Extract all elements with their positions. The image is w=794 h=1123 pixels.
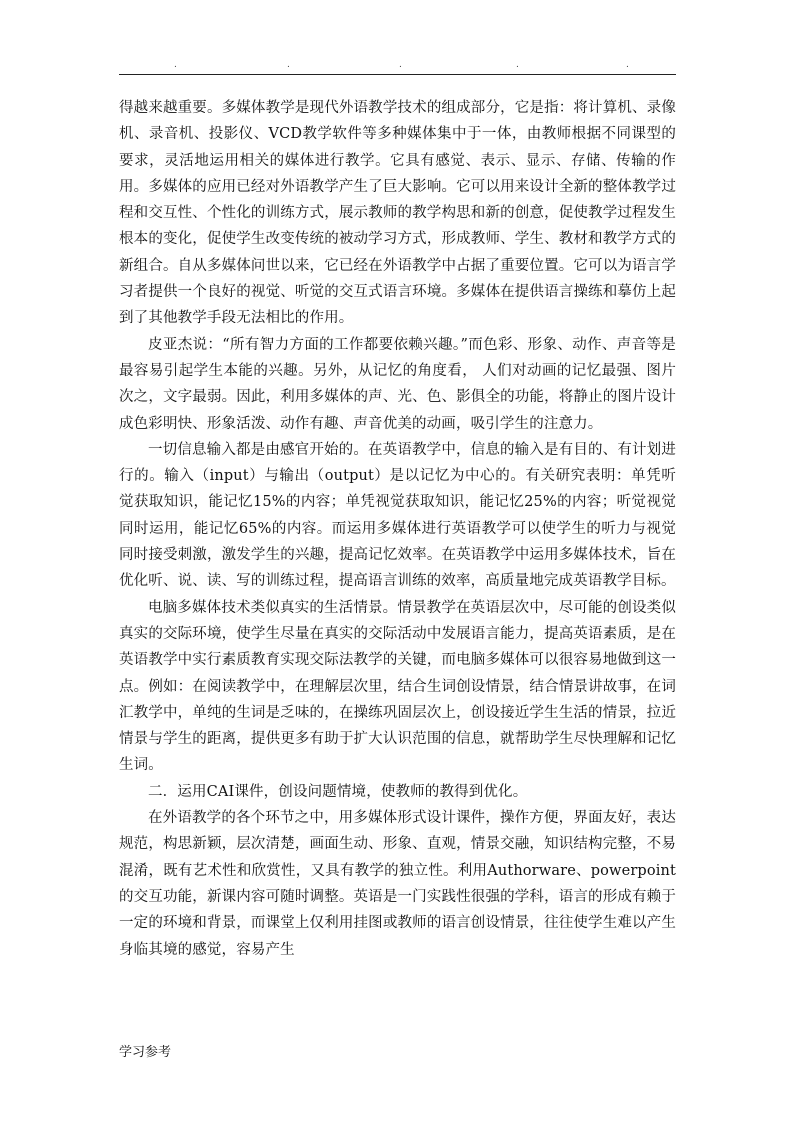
paragraph-1: 得越来越重要。多媒体教学是现代外语教学技术的组成部分，它是指：将计算机、录像机、录音机、投影仪、VCD教学软件等多种媒体集中于一体，由教师根据不同课型的要求，灵活地运用相关的媒体进行教学。它具有感觉、表示、显示、存储、传输的作用。多媒体的应用已经对外语教学产生了巨大影响。它可以用来设计全新的整体教学过程和交互性、个性化的训练方式，展示教师的教学构思和新的创意，促使教学过程发生根本的变化，促使学生改变传统的被动学习方式，形成教师、学生、教材和教学方式的新组合。自从多媒体问世以来，它已经在外语教学中占据了重要位置。它可以为语言学习者提供一个良好的视觉、听觉的交互式语言环境。多媒体在提供语言操练和摹仿上起到了其他教学手段无法相比的作用。 (119, 100, 676, 327)
paragraph-3: 一切信息输入都是由感官开始的。在英语教学中，信息的输入是有目的、有计划进行的。输入（input）与输出（output）是以记忆为中心的。有关研究表明：单凭听觉获取知识，能记忆15%的内容；单凭视觉获取知识，能记忆25%的内容；听觉视觉同时运用，能记忆65%的内容。而运用多媒体进行英语教学可以使学生的听力与视觉同时接受刺激，激发学生的兴趣，提高记忆效率。在英语教学中运用多媒体技术，旨在优化听、说、读、写的训练过程，提高语言训练的效率，高质量地完成英语教学目标。 (119, 441, 676, 590)
header-dots (119, 60, 676, 72)
header-mark: . (287, 60, 290, 70)
header-mark: . (516, 60, 519, 70)
header-mark: . (174, 60, 177, 70)
page-footer: 学习参考 (119, 1045, 172, 1060)
header-mark: . (626, 60, 629, 70)
paragraph-2: 皮亚杰说：“所有智力方面的工作都要依赖兴趣。”而色彩、形象、动作、声音等是最容易引起学生本能的兴趣。另外，从记忆的角度看， 人们对动画的记忆最强、图片次之，文字最弱。因此，利用多媒体的声、光、色、影俱全的功能，将静止的图片设计成色彩明快、形象活泼、动作有趣、声音优美的动画，吸引学生的注意力。 (119, 336, 676, 432)
header-rule (119, 74, 676, 75)
paragraph-4: 电脑多媒体技术类似真实的生活情景。情景教学在英语层次中，尽可能的创设类似真实的交际环境，使学生尽量在真实的交际活动中发展语言能力，提高英语素质，是在英语教学中实行素质教育实现交际法教学的关键，而电脑多媒体可以很容易地做到这一点。例如：在阅读教学中，在理解层次里，结合生词创设情景，结合情景讲故事，在词汇教学中，单纯的生词是乏味的，在操练巩固层次上，创设接近学生生活的情景，拉近情景与学生的距离，提供更多有助于扩大认识范围的信息，就帮助学生尽快理解和记忆生词。 (119, 599, 676, 774)
header-mark: . (399, 60, 402, 70)
paragraph-5: 在外语教学的各个环节之中，用多媒体形式设计课件，操作方便，界面友好，表达规范，构思新颖，层次清楚，画面生动、形象、直观，情景交融，知识结构完整，不易混淆，既有艺术性和欣赏性，又具有教学的独立性。利用Authorware、powerpoint的交互功能，新课内容可随时调整。英语是一门实践性很强的学科，语言的形成有赖于一定的环境和背景，而课堂上仅利用挂图或教师的语言创设情景，往往使学生难以产生身临其境的感觉，容易产生 (119, 810, 676, 958)
section-heading: 二．运用CAI课件，创设问题情境，使教师的教得到优化。 (148, 783, 528, 800)
document-body (119, 95, 676, 963)
